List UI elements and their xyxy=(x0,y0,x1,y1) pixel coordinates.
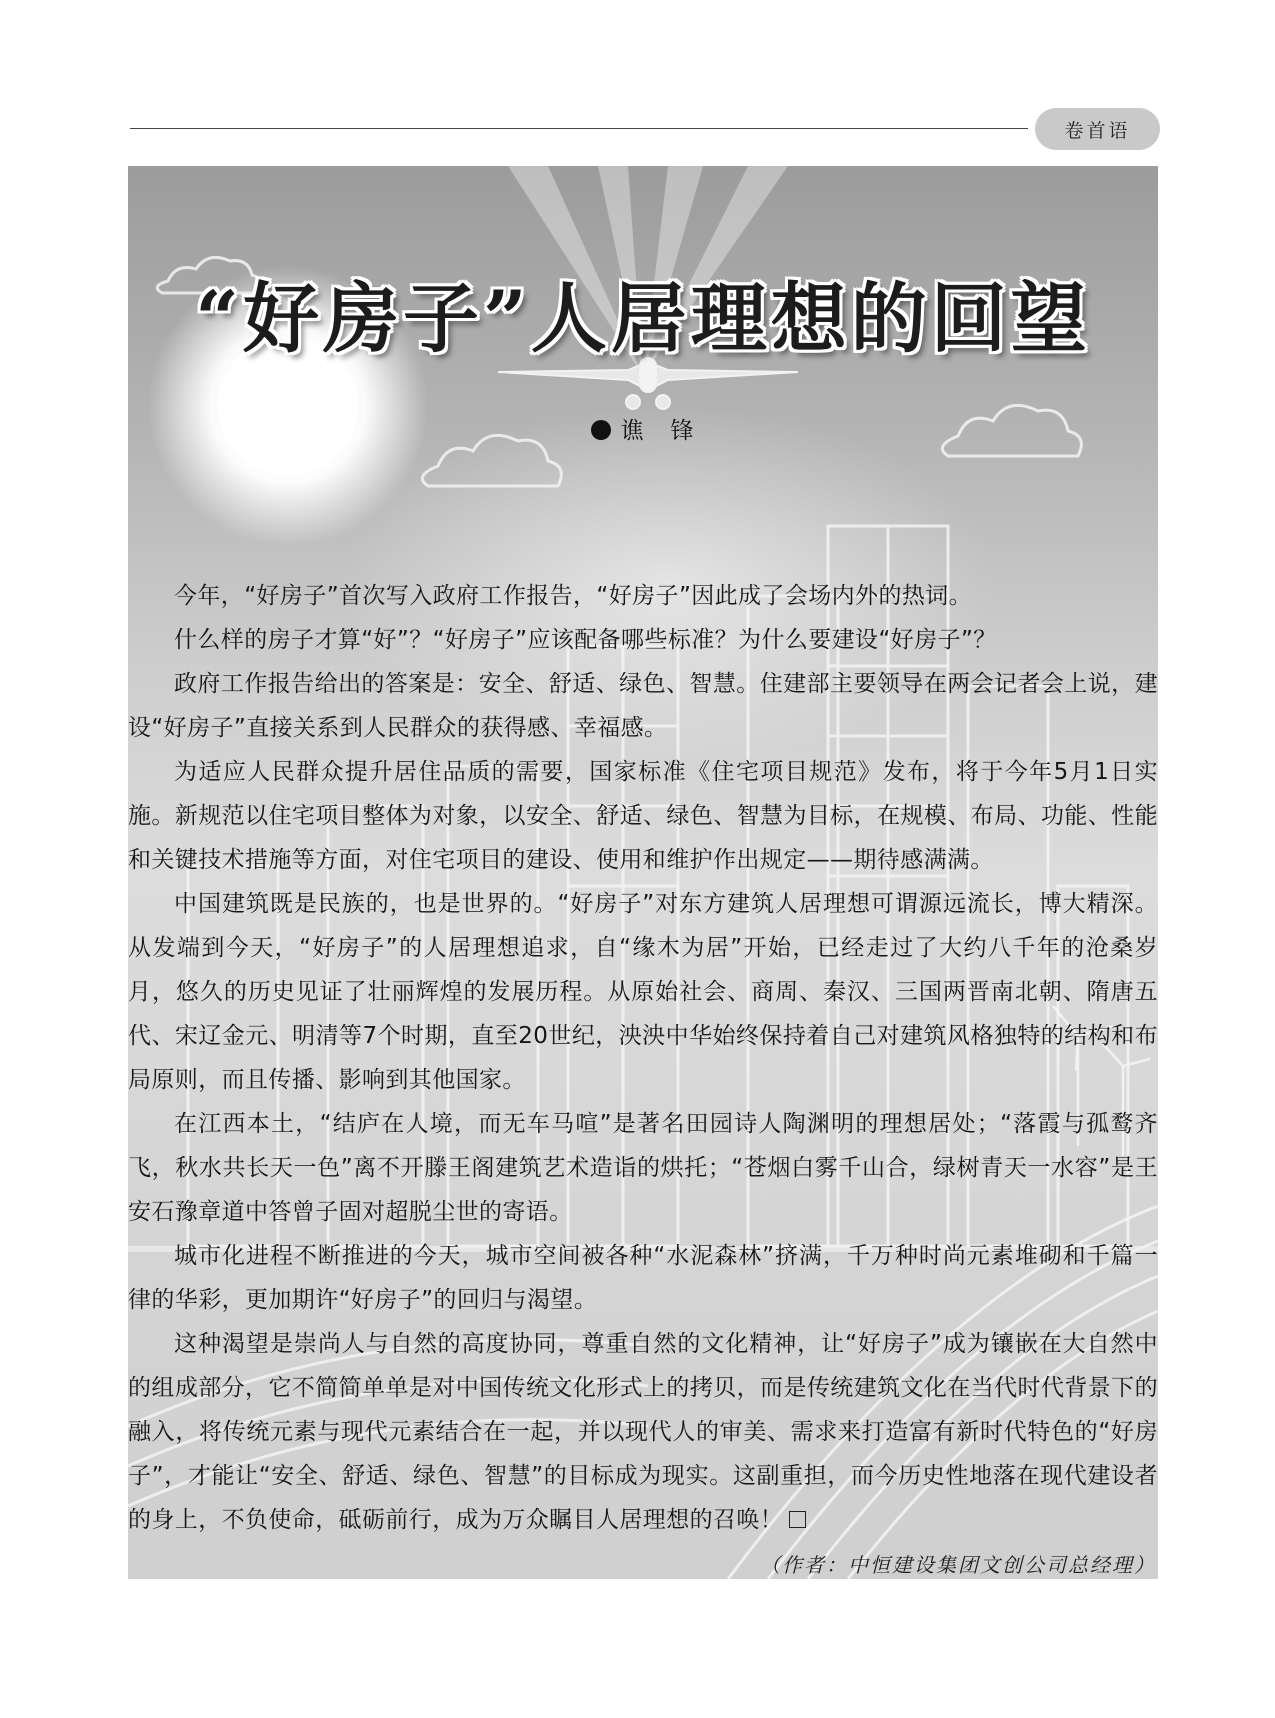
bullet-dot-icon xyxy=(591,420,611,440)
header-rule xyxy=(130,128,1028,129)
paragraph-3: 政府工作报告给出的答案是：安全、舒适、绿色、智慧。住建部主要领导在两会记者会上说，建设“好房子”直接关系到人民群众的获得感、幸福感。 xyxy=(128,671,1158,741)
paragraph-4: 为适应人民群众提升居住品质的需要，国家标准《住宅项目规范》发布，将于今年5月1日实施。新规范以住宅项目整体为对象，以安全、舒适、绿色、智慧为目标，在规模、布局、功能、性能和关键技术措施等方面，对住宅项目的建设、使用和维护作出规定——期待感满满。 xyxy=(128,759,1158,873)
paragraph-7: 城市化进程不断推进的今天，城市空间被各种“水泥森林”挤满，千万种时尚元素堆砌和千篇一律的华彩，更加期许“好房子”的回归与渴望。 xyxy=(128,1243,1158,1313)
article-panel xyxy=(128,166,1158,1579)
end-mark-icon xyxy=(789,1511,806,1528)
author-note: （作者：中恒建设集团文创公司总经理） xyxy=(760,1553,1156,1577)
section-tag: 卷首语 xyxy=(1035,108,1160,150)
paragraph-8-text: 这种渴望是崇尚人与自然的高度协同，尊重自然的文化精神，让“好房子”成为镶嵌在大自然中的组成部分，它不简简单单是对中国传统文化形式上的拷贝，而是传统建筑文化在当代时代背景下的融入，将传统元素与现代元素结合在一起，并以现代人的审美、需求来打造富有新时代特色的“好房子”，才能让“安全、舒适、绿色、智慧”的目标成为现实。这副重担，而今历史性地落在现代建设者的身上，不负使命，砥砺前行，成为万众瞩目人居理想的召唤！ xyxy=(128,1331,1158,1533)
paragraph-2: 什么样的房子才算“好”？“好房子”应该配备哪些标准？为什么要建设“好房子”？ xyxy=(174,627,997,653)
article-body xyxy=(128,574,1158,1542)
paragraph-6: 在江西本土，“结庐在人境，而无车马喧”是著名田园诗人陶渊明的理想居处；“落霞与孤鹜齐飞，秋水共长天一色”离不开滕王阁建筑艺术造诣的烘托；“苍烟白雾千山合，绿树青天一水容”是王安石豫章道中答曾子固对超脱尘世的寄语。 xyxy=(128,1111,1158,1225)
author-byline xyxy=(128,412,1158,445)
paragraph-1: 今年，“好房子”首次写入政府工作报告，“好房子”因此成了会场内外的热词。 xyxy=(174,583,973,609)
article-title: “好房子”人居理想的回望 xyxy=(195,274,1091,363)
author-name: 谯 锋 xyxy=(620,418,696,444)
paragraph-8 xyxy=(128,1322,1158,1542)
paragraph-5: 中国建筑既是民族的，也是世界的。“好房子”对东方建筑人居理想可谓源远流长，博大精深。从发端到今天，“好房子”的人居理想追求，自“缘木为居”开始，已经走过了大约八千年的沧桑岁月，悠久的历史见证了壮丽辉煌的发展历程。从原始社会、商周、秦汉、三国两晋南北朝、隋唐五代、宋辽金元、明清等7个时期，直至20世纪，泱泱中华始终保持着自己对建筑风格独特的结构和布局原则，而且传播、影响到其他国家。 xyxy=(128,891,1158,1093)
